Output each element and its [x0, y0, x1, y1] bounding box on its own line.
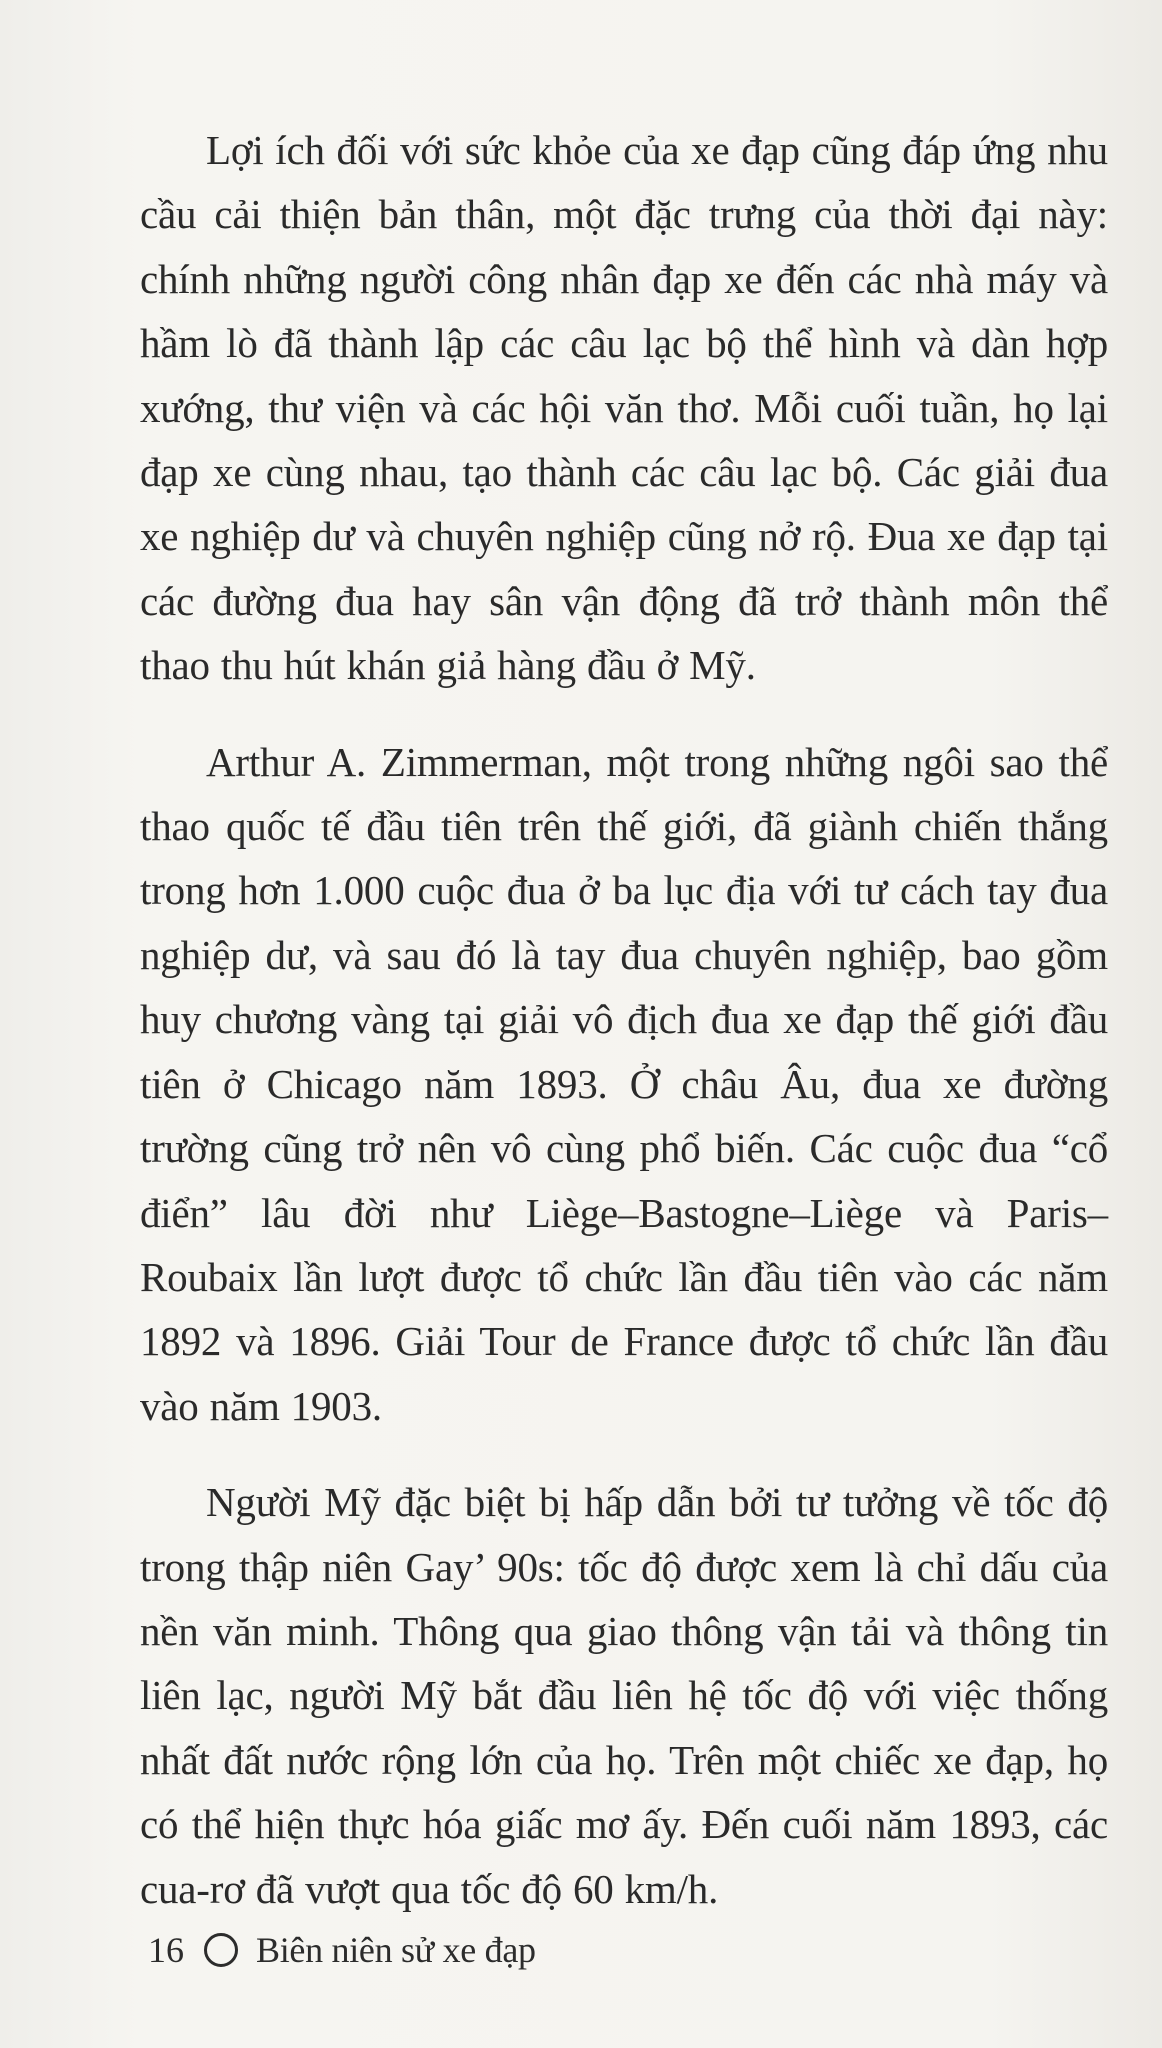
paragraph-2: Arthur A. Zimmerman, một trong những ngôi sao thể thao quốc tế đầu tiên trên thế giới, đã giành chiến thắng trong hơn 1.000 cuộc đua ở ba lục địa với tư cách tay đua nghiệp dư, và sau đó là tay đua chuyên nghiệp, bao gồm huy chương vàng tại giải vô địch đua xe đạp thế giới đầu tiên ở Chicago năm 1893. Ở châu Âu, đua xe đường trường cũng trở nên vô cùng phổ biến. Các cuộc đua “cổ điển” lâu đời như Liège–Bastogne–Liège và Paris–Roubaix lần lượt được tổ chức lần đầu tiên vào các năm 1892 và 1896. Giải Tour de France được tổ chức lần đầu vào năm 1903.: [140, 738, 1108, 1429]
page-footer: [148, 1927, 536, 1973]
page-number: 16: [148, 1930, 184, 1970]
circle-icon: [204, 1933, 238, 1967]
book-title: Biên niên sử xe đạp: [256, 1930, 536, 1970]
paragraph-1: Lợi ích đối với sức khỏe của xe đạp cũng đáp ứng nhu cầu cải thiện bản thân, một đặc trưng của thời đại này: chính những người công nhân đạp xe đến các nhà máy và hầm lò đã thành lập các câu lạc bộ thể hình và dàn hợp xướng, thư viện và các hội văn thơ. Mỗi cuối tuần, họ lại đạp xe cùng nhau, tạo thành các câu lạc bộ. Các giải đua xe nghiệp dư và chuyên nghiệp cũng nở rộ. Đua xe đạp tại các đường đua hay sân vận động đã trở thành môn thể thao thu hút khán giả hàng đầu ở Mỹ.: [140, 127, 1108, 689]
paragraph-3: Người Mỹ đặc biệt bị hấp dẫn bởi tư tưởng về tốc độ trong thập niên Gay’ 90s: tốc độ được xem là chỉ dấu của nền văn minh. Thông qua giao thông vận tải và thông tin liên lạc, người Mỹ bắt đầu liên hệ tốc độ với việc thống nhất đất nước rộng lớn của họ. Trên một chiếc xe đạp, họ có thể hiện thực hóa giấc mơ ấy. Đến cuối năm 1893, các cua-rơ đã vượt qua tốc độ 60 km/h.: [140, 1479, 1108, 1912]
body-text: [140, 118, 1108, 1921]
